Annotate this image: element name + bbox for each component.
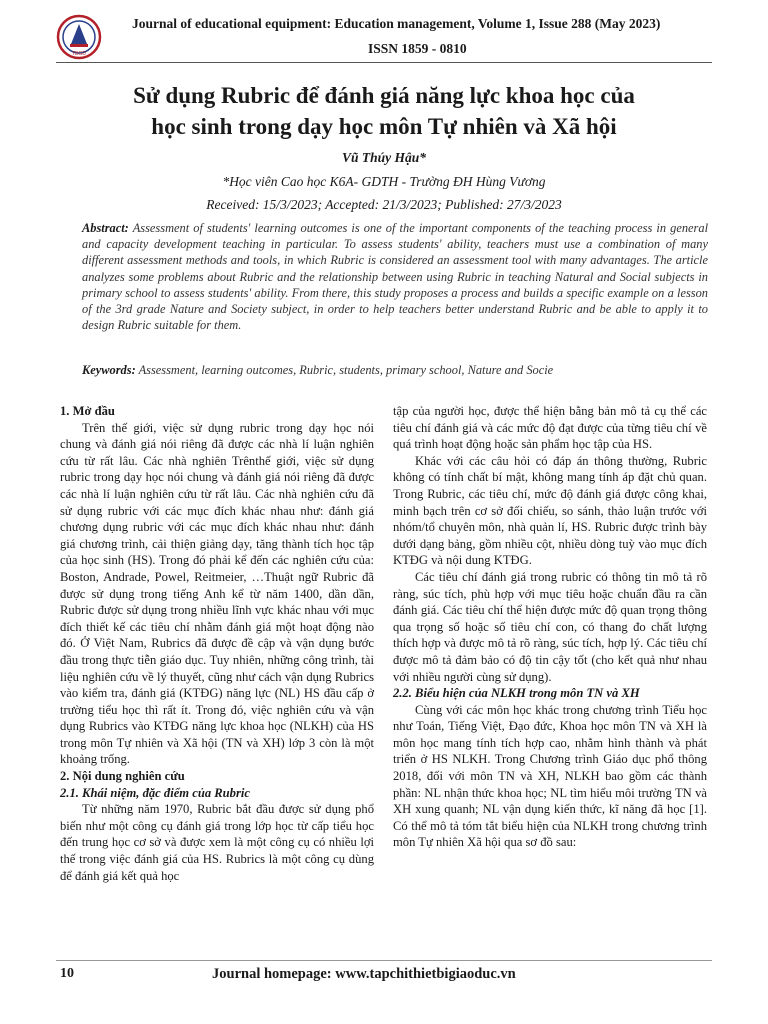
paragraph: Khác với các câu hỏi có đáp án thông thường, Rubric không có tính chất bí mật, không mang tính áp đặt chủ quan. Trong Rubric, các tiêu chí, mức độ đánh giá được công khai, minh bạch trên cơ sở đối chiếu, so sánh, thảo luận trước với nhóm/tổ chuyên môn, nhà quản lí, HS. Rubric được trình bày dưới dạng bảng, gồm nhiều cột, nhiều dòng tuỳ vào mục đích KTĐG và nội dung KTĐG. [393, 453, 707, 568]
paragraph: Cùng với các môn học khác trong chương trình Tiểu học như Toán, Tiếng Việt, Đạo đức, Khoa học môn TN và XH là môn học mang tính tích hợp cao, nhằm hình thành và phát triển ở HS NLKH. Trong Chương trình Giáo dục phổ thông 2018, đối với môn TN và XH, NLKH bao gồm các thành phần: NL nhận thức khoa học; NL tìm hiểu môi trường TN và XH xung quanh; NL vận dụng kiến thức, kĩ năng đã học [1]. Có thể mô tả tóm tắt biểu hiện của NLKH trong chương trình môn Tự nhiên Xã hội qua sơ đồ sau: [393, 702, 707, 850]
abstract-label: Abstract: [82, 221, 129, 235]
left-column [60, 403, 374, 884]
issn: ISSN 1859 - 0810 [368, 41, 467, 56]
journal-citation: Journal of educational equipment: Education management, Volume 1, Issue 288 (May 2023) [132, 16, 661, 31]
title-line-2: học sinh trong dạy học môn Tự nhiên và Xã hội [151, 114, 617, 139]
keywords [82, 362, 708, 378]
title-line-1: Sử dụng Rubric để đánh giá năng lực khoa học của [133, 83, 635, 108]
publication-dates: Received: 15/3/2023; Accepted: 21/3/2023; Published: 27/3/2023 [206, 197, 562, 212]
keywords-label: Keywords: [82, 363, 136, 377]
author-name: Vũ Thúy Hậu* [341, 150, 427, 165]
footer-divider [56, 960, 712, 961]
article-title [60, 80, 708, 142]
section-heading: 1. Mở đầu [60, 404, 115, 418]
paragraph: Các tiêu chí đánh giá trong rubric có thông tin mô tả rõ ràng, súc tích, phù hợp với mục tiêu hoặc chuẩn đầu ra cần đánh giá. Các tiêu chí thể hiện được mức độ quan trọng thông qua trọng số hoặc số tiêu chí con, có thang đo chất lượng thích hợp và được mô tả rõ ràng, súc tích, hợp lý. Các tiêu chí được mô tả đảm bảo có độ tin cậy tốt (cho kết quả như nhau với nhiều người cùng sử dụng). [393, 569, 707, 684]
subsection-heading: 2.2. Biểu hiện của NLKH trong môn TN và XH [393, 686, 640, 701]
paragraph: Trên thế giới, việc sử dụng rubric trong dạy học nói chung và đánh giá nói riêng đã được các nhà lí luận nghiên cứu từ rất lâu. Các nhà nghiên Trênthế giới, việc sử dụng rubric trong dạy học nói chung và đánh giá nói riêng đã được các nhà lí luận nghiên cứu từ rất lâu. Các nhà nghiên cứu đã sử dụng rubric với các mục đích khác nhau như: đánh giá chương dụng rubric với các mục đích khác nhau như: đánh giá chương trình, cải thiện giảng dạy, tăng thành tích học tập của học sinh (HS). Trong đó phải kể đến các nghiên cứu của: Boston, Andrade, Powel, Reitmeier, …Thuật ngữ Rubric đã được sử dụng trong tiếng Anh kể từ năm 1400, dần dần, Rubric được sử dụng trong nhiều lĩnh vực khác nhau với mục đích thiết kế các tiêu chí nhằm đánh giá một hoạt động nào đó. Ở Việt Nam, Rubrics đã được đề cập và vận dụng bước đầu trong thực tiễn giáo dục. Tuy nhiên, những công trình, tài liệu nghiên cứu về lý thuyết, cũng như cách vận dụng Rubrics vào kiểm tra, đánh giá (KTĐG) năng lực (NL) HS đầu cấp ở trường tiểu học thì rất ít. Trong đó, việc nghiên cứu và vận dụng Rubrics vào KTĐG năng lực khoa học (NLKH) của HS trong môn Tự nhiên và Xã hội (TN và XH) lớp 3 còn là một khoảng trống. [60, 420, 374, 767]
journal-homepage: Journal homepage: www.tapchithietbigiaoduc.vn [212, 966, 516, 982]
abstract [82, 220, 708, 333]
paragraph: Từ những năm 1970, Rubric bắt đầu được sử dụng phổ biến như một công cụ đánh giá trong lớp học từ cấp tiểu học đến trung học cơ sở và được xem là một công cụ có nhiều lợi thế trong việc đánh giá của HS. Rubrics là một công cụ dùng để đánh giá kết quả học [60, 802, 374, 883]
section-heading: 2. Nội dung nghiên cứu [60, 769, 185, 784]
paragraph: tập của người học, được thể hiện bằng bản mô tả cụ thể các tiêu chí đánh giá và các mức độ đạt được của từng tiêu chí về quá trình hoạt động hoặc sản phẩm học tập của HS. [393, 404, 707, 452]
journal-header [56, 10, 716, 62]
header-divider [56, 62, 712, 63]
right-column [393, 403, 707, 851]
abstract-text: Assessment of students' learning outcomes is one of the important components of the teaching process in general and capacity development teaching in particular. To assess students' ability, teachers must use a combination of many different assessment methods and tools, in which Rubric is considered an assessment tool with many advantages. The article analyzes some problems about Rubric and the relationship between using Rubric in teaching Natural and Social subjects in primary school to assess students' ability. From there, this study proposes a process and builds a specific example on a lesson of the 3rd grade Nature and Society subject, in order to help teachers better understand Rubric and be able to apply it to design Rubric suitable for them. [82, 221, 709, 333]
subsection-heading: 2.1. Khái niệm, đặc điểm của Rubric [60, 785, 250, 800]
logo-text: TBGD [72, 51, 86, 57]
page-number: 10 [60, 966, 74, 981]
journal-logo [56, 14, 102, 60]
author-affiliation: *Học viên Cao học K6A- GDTH - Trường ĐH Hùng Vương [222, 174, 546, 189]
keywords-text: Assessment, learning outcomes, Rubric, students, primary school, Nature and Socie [138, 363, 554, 377]
